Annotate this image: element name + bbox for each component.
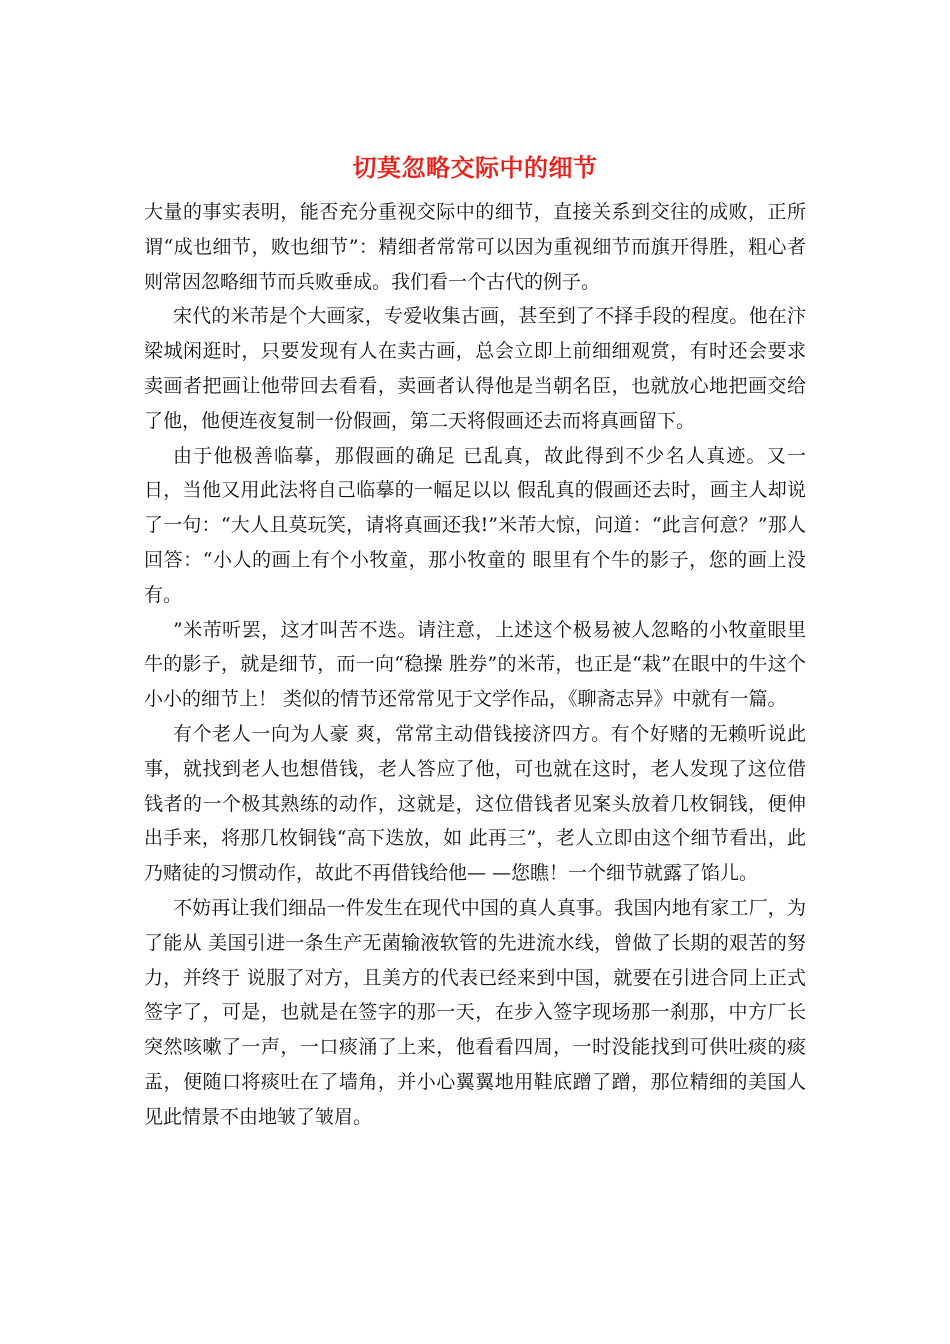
paragraph-6: 不妨再让我们细品一件发生在现代中国的真人真事。我国内地有家工厂，为了能从 美国引进一条生产无菌输液软管的先进流水线，曾做了长期的艰苦的努力，并终于 说服了对方，且美方的代表已经来到中国，就要在引进合同上正式签字了，可是，也就是在签字的那一天，在步入签字现场那一刹那，中方厂长突然咳嗽了一声，一口痰涌了上来，他看看四周，一时没能找到可供吐痰的痰盂，便随口将痰吐在了墙角，并小心翼翼地用鞋底蹭了蹭，那位精细的美国人见此情景不由地皱了皱眉。 xyxy=(144,896,806,1128)
paragraph-4: ”米芾听罢，这才叫苦不迭。请注意，上述这个极易被人忽略的小牧童眼里牛的影子，就是细节，而一向“稳操 胜券”的米芾，也正是“栽”在眼中的牛这个小小的细节上！ 类似的情节还常常见于文学作品，《聊斋志异》中就有一篇。 xyxy=(144,618,806,711)
article-body xyxy=(144,195,806,1135)
paragraph-5: 有个老人一向为人豪 爽，常常主动借钱接济四方。有个好赌的无赖听说此事，就找到老人也想借钱，老人答应了他，可也就在这时，老人发现了这位借钱者的一个极其熟练的动作，这就是，这位借钱者见案头放着几枚铜钱，便伸出手来，将那几枚铜钱“高下迭放，如 此再三”，老人立即由这个细节看出，此乃赌徒的习惯动作，故此不再借钱给他— —您瞧！一个细节就露了馅儿。 xyxy=(144,722,806,885)
page-title: 切莫忽略交际中的细节 xyxy=(352,153,598,182)
paragraph-2: 宋代的米芾是个大画家，专爱收集古画，甚至到了不择手段的程度。他在汴梁城闲逛时，只要发现有人在卖古画，总会立即上前细细观赏，有时还会要求卖画者把画让他带回去看看，卖画者认得他是当朝名臣，也就放心地把画交给了他，他便连夜复制一份假画，第二天将假画还去而将真画留下。 xyxy=(144,305,806,432)
paragraph-3: 由于他极善临摹，那假画的确足 已乱真，故此得到不少名人真迹。又一日，当他又用此法将自己临摹的一幅足以以 假乱真的假画还去时，画主人却说了一句：“大人且莫玩笑，请将真画还我!”米芾大惊，问道：“此言何意？”那人回答：“小人的画上有个小牧童，那小牧童的 眼里有个牛的影子，您的画上没有。 xyxy=(144,444,806,606)
paragraph-1: 大量的事实表明，能否充分重视交际中的细节，直接关系到交往的成败，正所谓“成也细节，败也细节”：精细者常常可以因为重视细节而旗开得胜，粗心者则常因忽略细节而兵败垂成。我们看一个古代的例子。 xyxy=(144,201,806,293)
